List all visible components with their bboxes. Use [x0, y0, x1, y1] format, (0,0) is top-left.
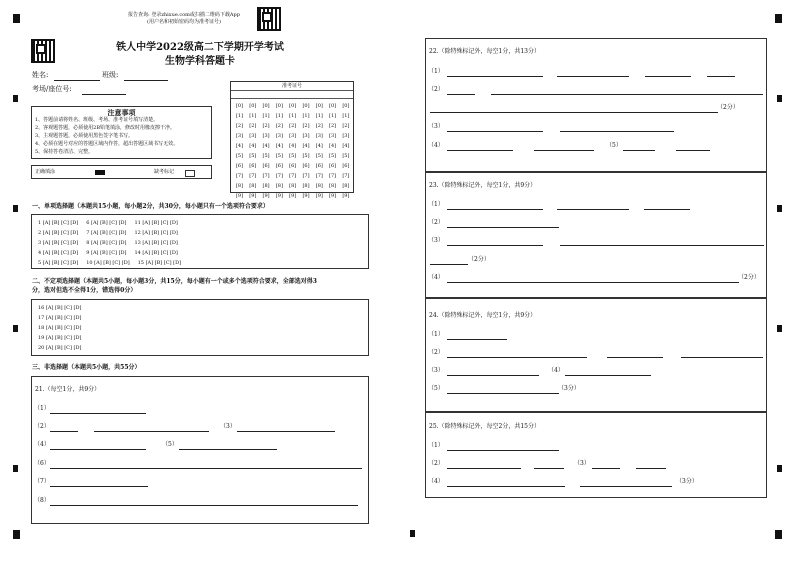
notice-item: 2、客观题答题，必须使用2B铅笔填涂，修改时用橡皮擦干净。	[35, 125, 176, 131]
exam-id-digit-column[interactable]	[326, 101, 339, 201]
answer-line[interactable]	[560, 131, 674, 132]
answer-line[interactable]	[447, 209, 543, 210]
answer-line[interactable]	[447, 375, 539, 376]
q24-answer-box	[425, 298, 767, 412]
section-1-title: 一、单项选择题（本题共15小题，每小题2分，共30分，每小题只有一个选项符合要求）	[32, 203, 269, 210]
exam-id-digit-bubble[interactable]: [0]	[342, 103, 350, 109]
answer-line[interactable]	[50, 468, 362, 469]
points-note: （2分）	[717, 104, 739, 111]
section-2-title: 二、不定项选择题（本题共5小题，每小题3分，共15分，每小题有一个或多个选项符合要求，全部选对得3	[32, 278, 317, 285]
exam-id-digit-bubble[interactable]: [7]	[235, 173, 244, 179]
answer-line[interactable]	[534, 468, 564, 469]
answer-line[interactable]	[447, 486, 565, 487]
exam-id-digit-bubble[interactable]: [1]	[302, 113, 310, 119]
exam-id-digit-bubble[interactable]: [8]	[249, 183, 257, 189]
exam-id-digit-bubble[interactable]: [5]	[275, 153, 283, 159]
q25-blank-label: （3）	[574, 460, 590, 467]
exam-id-digit-bubble[interactable]: [3]	[275, 133, 283, 139]
points-note: （3分）	[558, 385, 580, 392]
timing-mark	[777, 95, 782, 102]
exam-id-digit-bubble[interactable]: [3]	[302, 133, 310, 139]
answer-line[interactable]	[557, 76, 629, 77]
exam-id-digit-bubble[interactable]: [5]	[342, 153, 350, 159]
q24-blank-label: （1）	[428, 331, 444, 338]
exam-id-digit-bubble[interactable]: [0]	[315, 103, 323, 109]
exam-id-digit-bubble[interactable]: [1]	[289, 113, 297, 119]
exam-id-digit-bubble[interactable]: [4]	[275, 143, 283, 149]
answer-line[interactable]	[50, 431, 78, 432]
notice-box	[31, 106, 212, 159]
answer-line[interactable]	[447, 282, 739, 283]
exam-id-digit-bubble[interactable]: [3]	[262, 133, 270, 139]
exam-id-digit-bubble[interactable]: [2]	[249, 123, 257, 129]
room-seat-field[interactable]	[82, 94, 126, 95]
mc-row[interactable]: 18 [A] [B] [C] [D]	[38, 325, 82, 331]
exam-id-digit-bubble[interactable]: [0]	[249, 103, 257, 109]
answer-line[interactable]	[50, 486, 148, 487]
exam-id-digit-bubble[interactable]: [5]	[315, 153, 323, 159]
q23-blank-label: （4）	[428, 274, 444, 281]
exam-id-digit-bubble[interactable]: [7]	[329, 173, 337, 179]
exam-id-digit-bubble[interactable]: [5]	[235, 153, 244, 159]
exam-id-digit-column[interactable]	[233, 101, 246, 201]
q21-blank-label: （2）	[34, 423, 50, 430]
exam-id-digit-bubble[interactable]: [0]	[289, 103, 297, 109]
notice-item: 3、主观题答题，必须使用黑色签字笔书写。	[35, 133, 134, 139]
answer-line[interactable]	[447, 94, 475, 95]
q23-blank-label: （2）	[428, 219, 444, 226]
exam-id-digit-bubble[interactable]: [2]	[342, 123, 350, 129]
q25-blank-label: （2）	[428, 460, 444, 467]
exam-id-digit-bubble[interactable]: [8]	[235, 183, 244, 189]
points-note: （3分）	[676, 478, 698, 485]
q23-blank-label: （1）	[428, 201, 444, 208]
mc-row[interactable]: 3 [A] [B] [C] [D] 8 [A] [B] [C] [D] 13 [A] [B] [C] [D]	[38, 240, 178, 246]
q22-blank-label: （2）	[428, 86, 444, 93]
exam-id-digit-bubble[interactable]: [0]	[329, 103, 337, 109]
answer-line[interactable]	[447, 76, 543, 77]
q22-blank-label: （3）	[428, 123, 444, 130]
points-note: （2分）	[738, 274, 760, 281]
answer-line[interactable]	[447, 245, 543, 246]
q24-blank-label: （5）	[428, 385, 444, 392]
answer-line[interactable]	[644, 209, 690, 210]
qr-code-icon	[31, 39, 55, 63]
q24-blank-label: （3）	[428, 367, 444, 374]
exam-id-digit-bubble[interactable]: [0]	[302, 103, 310, 109]
q23-title: 23.（除特殊标记外，每空1分，共9分）	[429, 182, 537, 189]
exam-id-digit-bubble[interactable]: [0]	[262, 103, 270, 109]
answer-line[interactable]	[676, 150, 710, 151]
exam-id-digit-bubble[interactable]: [9]	[315, 193, 323, 199]
notice-item: 4、必须在题号对应的答题区域内作答，超出答题区域书写无效。	[35, 141, 179, 147]
exam-id-digit-bubble[interactable]: [5]	[329, 153, 337, 159]
q21-blank-label: （6）	[34, 460, 50, 467]
notice-item: 5、保持答卷清洁、完整。	[35, 149, 94, 155]
exam-id-digit-bubble[interactable]: [1]	[262, 113, 270, 119]
exam-id-digit-bubble[interactable]: [4]	[235, 143, 244, 149]
q21-blank-label: （5）	[162, 441, 178, 448]
exam-id-digit-bubble[interactable]: [2]	[302, 123, 310, 129]
qr-code-icon	[257, 7, 281, 31]
report-query-note: 报告查询: 登录zhixue.com或扫描二维码下载App	[128, 12, 240, 18]
exam-id-digit-bubble[interactable]: [8]	[302, 183, 310, 189]
exam-id-digit-bubble[interactable]: [4]	[329, 143, 337, 149]
exam-id-digit-bubble[interactable]: [1]	[249, 113, 257, 119]
section-3-title: 三、非选择题（本题共5小题，共55分）	[32, 364, 141, 371]
answer-line[interactable]	[447, 150, 513, 151]
timing-mark	[13, 325, 18, 332]
timing-mark	[777, 465, 782, 472]
exam-id-digit-bubble[interactable]: [6]	[289, 163, 297, 169]
q23-answer-box	[425, 172, 767, 298]
corner-mark-bottom-right	[775, 530, 782, 539]
answer-line[interactable]	[607, 357, 663, 358]
timing-mark	[410, 530, 415, 537]
exam-id-digit-bubble[interactable]: [2]	[262, 123, 270, 129]
exam-id-digit-bubble[interactable]: [8]	[329, 183, 337, 189]
mc-row[interactable]: 2 [A] [B] [C] [D] 7 [A] [B] [C] [D] 12 [A] [B] [C] [D]	[38, 230, 178, 236]
exam-id-digit-bubble[interactable]: [9]	[275, 193, 283, 199]
exam-id-digit-bubble[interactable]: [7]	[262, 173, 270, 179]
exam-id-digit-bubble[interactable]: [4]	[302, 143, 310, 149]
exam-id-digit-column[interactable]	[286, 101, 299, 201]
exam-id-digit-bubble[interactable]: [6]	[342, 163, 350, 169]
exam-id-digit-bubble[interactable]: [4]	[289, 143, 297, 149]
exam-id-digit-bubble[interactable]: [5]	[249, 153, 257, 159]
exam-id-digit-bubble[interactable]: [7]	[275, 173, 283, 179]
q22-blank-label: （1）	[428, 68, 444, 75]
absent-mark-label: 缺考标记	[154, 169, 175, 175]
answer-line[interactable]	[447, 393, 559, 394]
exam-id-digit-column[interactable]	[273, 101, 286, 201]
q21-blank-label: （3）	[220, 423, 236, 430]
q25-answer-box	[425, 412, 767, 498]
section-2-answer-box	[31, 299, 369, 356]
answer-line[interactable]	[50, 505, 358, 506]
q21-blank-label: （8）	[34, 497, 50, 504]
exam-id-digit-bubble[interactable]: [9]	[262, 193, 270, 199]
mc-row[interactable]: 19 [A] [B] [C] [D]	[38, 335, 82, 341]
exam-id-digit-bubble[interactable]: [8]	[289, 183, 297, 189]
q21-title: 21.（每空1分，共9分）	[35, 386, 101, 393]
exam-id-digit-bubble[interactable]: [9]	[249, 193, 257, 199]
exam-id-digit-bubble[interactable]: [2]	[275, 123, 283, 129]
exam-id-digit-bubble[interactable]: [0]	[275, 103, 283, 109]
answer-line[interactable]	[447, 131, 543, 132]
page-subtitle: 生物学科答题卡	[165, 56, 235, 67]
exam-id-digit-column[interactable]	[246, 101, 259, 201]
q24-blank-label: （2）	[428, 349, 444, 356]
q22-answer-box	[425, 38, 767, 172]
answer-line[interactable]	[623, 150, 655, 151]
q22-title: 22.（除特殊标记外，每空1分，共13分）	[429, 48, 540, 55]
exam-id-digit-bubble[interactable]: [4]	[249, 143, 257, 149]
answer-line[interactable]	[179, 449, 277, 450]
exam-id-digit-bubble[interactable]: [8]	[262, 183, 270, 189]
absent-mark-checkbox[interactable]	[185, 170, 195, 177]
timing-mark	[13, 465, 18, 472]
exam-id-digit-bubble[interactable]: [2]	[315, 123, 323, 129]
exam-id-digit-bubble[interactable]: [6]	[275, 163, 283, 169]
answer-line[interactable]	[447, 339, 507, 340]
q25-title: 25.（除特殊标记外，每空2分，共15分）	[429, 423, 540, 430]
q25-blank-label: （1）	[428, 442, 444, 449]
exam-id-digit-bubble[interactable]: [3]	[315, 133, 323, 139]
exam-id-digit-bubble[interactable]: [8]	[342, 183, 350, 189]
mc-row[interactable]: 16 [A] [B] [C] [D]	[38, 305, 82, 311]
answer-line[interactable]	[50, 413, 146, 414]
answer-line[interactable]	[430, 112, 718, 113]
exam-id-digit-bubble[interactable]: [6]	[262, 163, 270, 169]
timing-mark	[777, 325, 782, 332]
exam-id-digit-column[interactable]	[260, 101, 273, 201]
answer-line[interactable]	[560, 245, 764, 246]
exam-id-digit-bubble[interactable]: [1]	[329, 113, 337, 119]
timing-mark	[777, 205, 782, 212]
exam-id-digit-bubble[interactable]: [5]	[262, 153, 270, 159]
exam-id-digit-bubble[interactable]: [1]	[342, 113, 350, 119]
class-label: 班级:	[102, 71, 119, 79]
q21-blank-label: （4）	[34, 441, 50, 448]
answer-line[interactable]	[50, 449, 146, 450]
exam-id-digit-bubble[interactable]: [2]	[329, 123, 337, 129]
exam-id-digit-bubble[interactable]: [1]	[315, 113, 323, 119]
exam-id-digit-bubble[interactable]: [1]	[235, 113, 244, 119]
exam-id-digit-column[interactable]	[339, 101, 352, 201]
q25-blank-label: （4）	[428, 478, 444, 485]
exam-id-digit-bubble[interactable]: [4]	[262, 143, 270, 149]
answer-line[interactable]	[491, 94, 763, 95]
answer-line[interactable]	[707, 76, 735, 77]
answer-line[interactable]	[447, 450, 559, 451]
exam-id-digit-bubble[interactable]: [9]	[235, 193, 244, 199]
exam-id-digit-bubble[interactable]: [2]	[289, 123, 297, 129]
exam-id-digit-bubble[interactable]: [3]	[249, 133, 257, 139]
exam-id-digit-bubble[interactable]: [9]	[329, 193, 337, 199]
exam-id-digit-bubble[interactable]: [5]	[289, 153, 297, 159]
exam-id-digit-bubble[interactable]: [6]	[249, 163, 257, 169]
points-note: （2分）	[468, 256, 490, 263]
exam-id-grid	[230, 81, 354, 199]
correct-fill-label: 正确填涂	[35, 169, 56, 175]
exam-id-digit-bubble[interactable]: [8]	[275, 183, 283, 189]
correct-fill-example	[95, 170, 105, 175]
section-1-answer-box	[31, 214, 369, 269]
exam-id-digit-bubble[interactable]: [7]	[289, 173, 297, 179]
exam-id-digit-bubble[interactable]: [5]	[302, 153, 310, 159]
name-field[interactable]	[54, 80, 100, 81]
q23-blank-label: （3）	[428, 237, 444, 244]
exam-id-digit-bubble[interactable]: [6]	[302, 163, 310, 169]
exam-id-digit-bubble[interactable]: [4]	[315, 143, 323, 149]
mc-row[interactable]: 17 [A] [B] [C] [D]	[38, 315, 82, 321]
answer-line[interactable]	[430, 264, 468, 265]
answer-line[interactable]	[565, 375, 651, 376]
answer-line[interactable]	[94, 431, 209, 432]
room-seat-label: 考场/座位号:	[32, 85, 72, 93]
exam-id-digit-bubble[interactable]: [9]	[302, 193, 310, 199]
notice-item: 1、答题前请将姓名、班级、考场、准考证号填写清楚。	[35, 117, 159, 123]
answer-line[interactable]	[580, 486, 672, 487]
mc-row[interactable]: 5 [A] [B] [C] [D] 10 [A] [B] [C] [D] 15 [A] [B] [C] [D]	[38, 260, 182, 266]
login-note: (用户名和初始密码均为准考证号)	[147, 19, 221, 25]
answer-line[interactable]	[645, 76, 691, 77]
fill-example-box	[31, 165, 212, 179]
notice-title: 注意事项	[107, 108, 136, 117]
class-field[interactable]	[124, 80, 168, 81]
exam-id-digit-bubble[interactable]: [6]	[329, 163, 337, 169]
exam-id-label: 准考证号	[281, 83, 302, 89]
exam-id-digit-bubble[interactable]: [9]	[342, 193, 350, 199]
exam-id-digit-bubble[interactable]: [1]	[275, 113, 283, 119]
mc-row[interactable]: 1 [A] [B] [C] [D] 6 [A] [B] [C] [D] 11 [A] [B] [C] [D]	[38, 220, 178, 226]
answer-line[interactable]	[447, 468, 521, 469]
mc-row[interactable]: 20 [A] [B] [C] [D]	[38, 345, 82, 351]
answer-line[interactable]	[447, 227, 559, 228]
answer-line[interactable]	[636, 468, 666, 469]
answer-line[interactable]	[447, 357, 587, 358]
exam-id-digit-bubble[interactable]: [7]	[302, 173, 310, 179]
timing-mark	[13, 205, 18, 212]
exam-id-digit-bubble[interactable]: [7]	[342, 173, 350, 179]
exam-id-digit-bubble[interactable]: [7]	[315, 173, 323, 179]
exam-id-digit-bubble[interactable]: [2]	[235, 123, 244, 129]
corner-mark-top-left	[13, 14, 20, 23]
exam-id-digit-bubble[interactable]: [9]	[289, 193, 297, 199]
exam-id-digit-column[interactable]	[300, 101, 313, 201]
q24-title: 24.（除特殊标记外，每空1分，共9分）	[429, 312, 537, 319]
q22-blank-label: （5）	[606, 142, 622, 149]
corner-mark-bottom-left	[13, 530, 20, 539]
answer-line[interactable]	[534, 150, 594, 151]
answer-line[interactable]	[557, 209, 629, 210]
answer-line[interactable]	[592, 468, 620, 469]
timing-mark	[13, 95, 18, 102]
q21-blank-label: （1）	[34, 405, 50, 412]
exam-id-digit-column[interactable]	[313, 101, 326, 201]
exam-id-digit-bubble[interactable]: [0]	[235, 103, 244, 109]
name-label: 姓名:	[32, 71, 49, 79]
exam-id-digit-bubble[interactable]: [7]	[249, 173, 257, 179]
q24-blank-label: （4）	[548, 367, 564, 374]
exam-id-digit-bubble[interactable]: [3]	[289, 133, 297, 139]
exam-id-digit-bubble[interactable]: [6]	[315, 163, 323, 169]
exam-id-digit-bubble[interactable]: [8]	[315, 183, 323, 189]
exam-id-digit-bubble[interactable]: [3]	[329, 133, 337, 139]
exam-id-digit-bubble[interactable]: [3]	[342, 133, 350, 139]
mc-row[interactable]: 4 [A] [B] [C] [D] 9 [A] [B] [C] [D] 14 [A] [B] [C] [D]	[38, 250, 178, 256]
section-2-title-cont: 分，选对但选不全得1分，错选得0分）	[32, 287, 137, 294]
q21-blank-label: （7）	[34, 478, 50, 485]
page-title: 铁人中学2022级高二下学期开学考试	[116, 42, 284, 53]
answer-line[interactable]	[681, 357, 763, 358]
q21-answer-box	[31, 376, 369, 524]
q22-blank-label: （4）	[428, 142, 444, 149]
exam-id-digit-bubble[interactable]: [3]	[235, 133, 244, 139]
corner-mark-top-right	[775, 14, 782, 23]
answer-line[interactable]	[237, 431, 335, 432]
exam-id-digit-bubble[interactable]: [4]	[342, 143, 350, 149]
exam-id-digit-bubble[interactable]: [6]	[235, 163, 244, 169]
